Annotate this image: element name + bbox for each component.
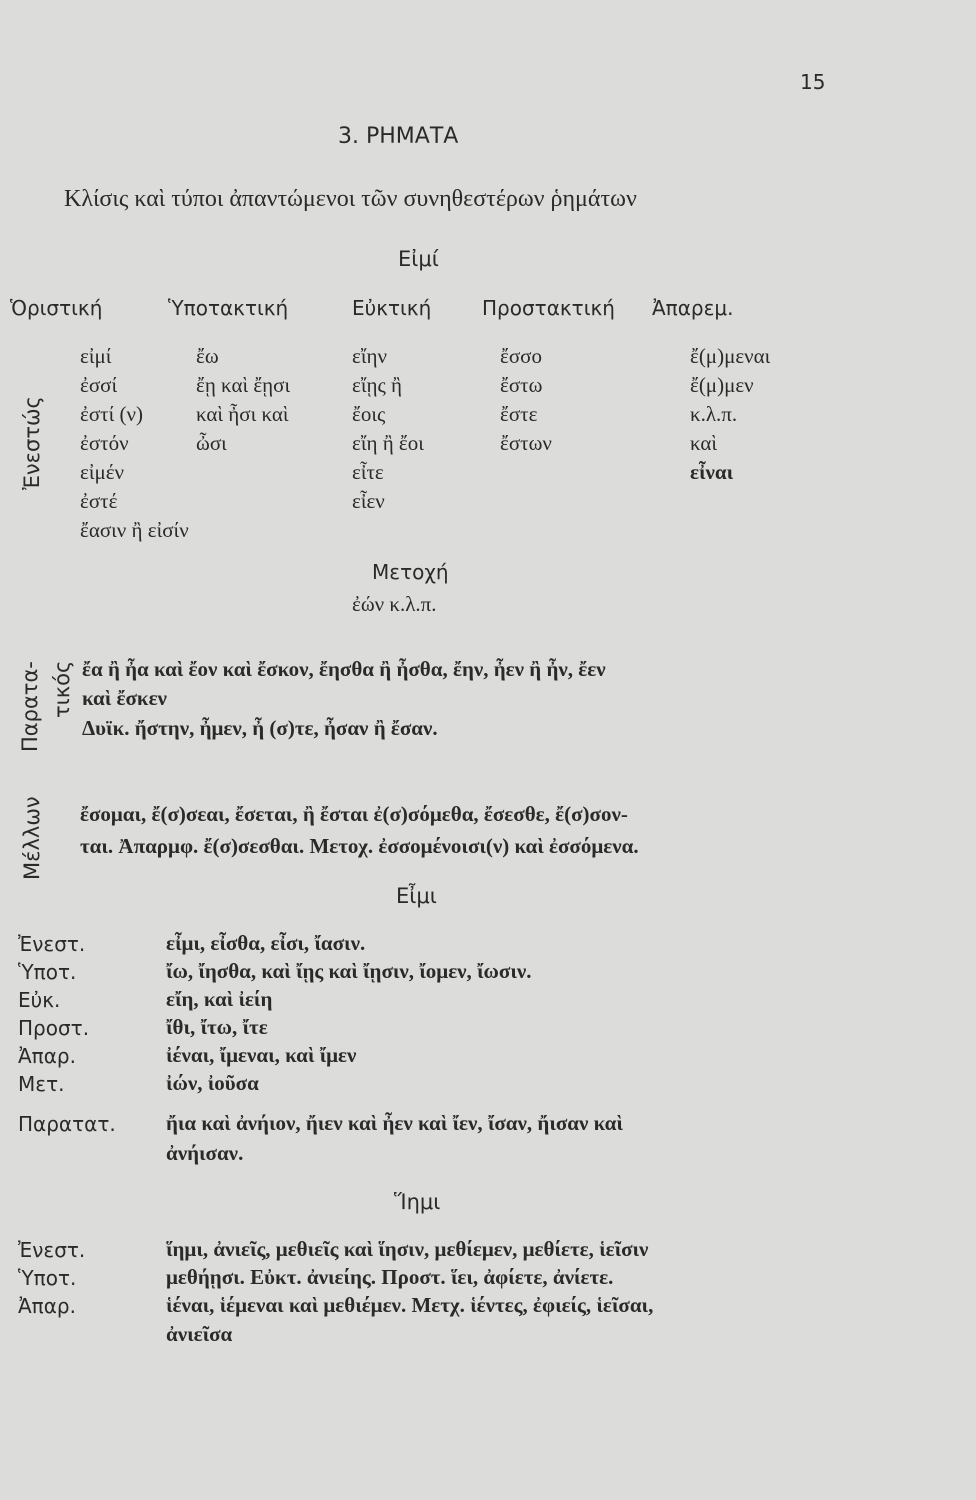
efktiki-form: εἴη ἢ ἔοι (352, 431, 424, 455)
verb3-title: Ἵημι (394, 1190, 441, 1214)
verb3-row-forms: ἱέναι, ἱέμεναι καὶ μεθιέμεν. Μετχ. ἱέντες, ἐφιείς, ἱεῖσαι, (166, 1293, 654, 1317)
verb2-title: Εἶμι (396, 884, 437, 908)
paratatikos-line: Δυϊκ. ἤστην, ἦμεν, ἦ (σ)τε, ἦσαν ἢ ἔσαν. (82, 716, 438, 740)
verb3-last-line: ἀνιεῖσα (166, 1322, 233, 1346)
verb3-row-label: Ἀπαρ. (18, 1294, 76, 1318)
verb2-row-label: Προστ. (18, 1016, 90, 1040)
verb2-row-forms: ἴω, ἴησθα, καὶ ἴῃς καὶ ἴῃσιν, ἴομεν, ἴωσιν. (166, 959, 532, 983)
present-tense-label: Ἐνεστώς (20, 396, 44, 490)
prostaktiki-form: ἔσσο (500, 344, 542, 368)
aparemfato-form: κ.λ.π. (690, 402, 738, 426)
mellon-line: ται. Ἀπαρμφ. ἔ(σ)σεσθαι. Μετοχ. ἐσσομένοισι(ν) καὶ ἐσσόμενα. (80, 834, 639, 858)
aparemfato-form: ἔ(μ)μεν (690, 373, 754, 397)
verb2-paratatikos-label: Παρατατ. (18, 1112, 116, 1136)
oristiki-form: ἐστέ (80, 489, 118, 513)
verb2-row-label: Ἐνεστ. (18, 932, 86, 956)
paratatikos-label: τικός (50, 660, 74, 718)
verb1-title: Εἰμί (398, 247, 439, 271)
prostaktiki-form: ἔστω (500, 373, 543, 397)
aparemfato-form: καὶ (690, 431, 718, 455)
ypotaktiki-form: καὶ ἦσι καὶ (196, 402, 289, 426)
oristiki-form: εἰμί (80, 344, 112, 368)
ypotaktiki-form: ἔω (196, 344, 219, 368)
verb2-row-label: Ἀπαρ. (18, 1044, 76, 1068)
subtitle: Κλίσις καὶ τύποι ἀπαντώμενοι τῶν συνηθεστέρων ῥημάτων (64, 186, 637, 212)
verb2-paratatikos-line: ἤια καὶ ἀνήιον, ἤιεν καὶ ἦεν καὶ ἴεν, ἴσαν, ἤισαν καὶ (166, 1111, 623, 1135)
aparemfato-form: εἶναι (690, 460, 734, 484)
oristiki-form: ἔασιν ἢ εἰσίν (80, 518, 189, 542)
mellon-line: ἔσομαι, ἔ(σ)σεαι, ἔσεται, ἢ ἔσται ἐ(σ)σόμεθα, ἔσεσθε, ἔ(σ)σον- (80, 802, 628, 826)
paratatikos-line: καὶ ἔσκεν (82, 686, 167, 710)
oristiki-form: ἐστόν (80, 431, 129, 455)
verb3-row-forms: ἵημι, ἀνιεῖς, μεθιεῖς καὶ ἵησιν, μεθίεμεν, μεθίετε, ἱεῖσιν (166, 1237, 649, 1261)
verb2-row-forms: εἴη, καὶ ἰείη (166, 987, 273, 1011)
verb3-row-label: Ὑποτ. (18, 1266, 77, 1290)
ypotaktiki-form: ὦσι (196, 431, 227, 455)
efktiki-form: εἶεν (352, 489, 385, 513)
participle-label: Μετοχή (372, 560, 449, 584)
verb2-row-label: Ὑποτ. (18, 960, 77, 984)
paratatikos-line: ἔα ἢ ἦα καὶ ἔον καὶ ἔσκον, ἔησθα ἢ ἦσθα, ἔην, ἦεν ἢ ἦν, ἔεν (82, 657, 606, 681)
mood-header-ypotaktiki: Ὑποτακτική (168, 296, 289, 320)
mood-header-efktiki: Εὐκτική (352, 296, 432, 320)
verb2-row-forms: ἴθι, ἴτω, ἴτε (166, 1015, 268, 1039)
verb2-row-label: Εὐκ. (18, 988, 61, 1012)
verb2-row-label: Μετ. (18, 1072, 65, 1096)
efktiki-form: εἶτε (352, 460, 384, 484)
efktiki-form: εἴην (352, 344, 387, 368)
verb3-row-label: Ἐνεστ. (18, 1238, 86, 1262)
mood-header-oristiki: Ὁριστική (10, 296, 103, 320)
aparemfato-form: ἔ(μ)μεναι (690, 344, 771, 368)
verb2-row-forms: ἰέναι, ἴμεναι, καὶ ἴμεν (166, 1043, 357, 1067)
mellon-label: Μέλλων (20, 796, 44, 880)
verb2-paratatikos-line: ἀνήισαν. (166, 1141, 244, 1165)
verb2-row-forms: ἰών, ἰοῦσα (166, 1071, 259, 1095)
verb3-row-forms: μεθήῃσι. Εὐκτ. ἀνιείης. Προστ. ἵει, ἀφίετε, ἀνίετε. (166, 1265, 614, 1289)
efktiki-form: εἴῃς ἢ (352, 373, 402, 397)
oristiki-form: εἰμέν (80, 460, 125, 484)
efktiki-form: ἔοις (352, 402, 386, 426)
oristiki-form: ἐστί (ν) (80, 402, 143, 426)
ypotaktiki-form: ἔῃ καὶ ἔῃσι (196, 373, 291, 397)
prostaktiki-form: ἔστων (500, 431, 552, 455)
page-number: 15 (800, 70, 826, 94)
participle-form: ἐών κ.λ.π. (352, 592, 437, 616)
section-heading: 3. ΡΗΜΑΤΑ (338, 124, 459, 149)
oristiki-form: ἐσσί (80, 373, 118, 397)
paratatikos-label: Παρατα- (18, 661, 42, 752)
mood-header-prostaktiki: Προστακτική (482, 296, 615, 320)
mood-header-aparemfato: Ἀπαρεμ. (652, 296, 734, 320)
prostaktiki-form: ἔστε (500, 402, 538, 426)
verb2-row-forms: εἶμι, εἶσθα, εἶσι, ἴασιν. (166, 931, 366, 955)
